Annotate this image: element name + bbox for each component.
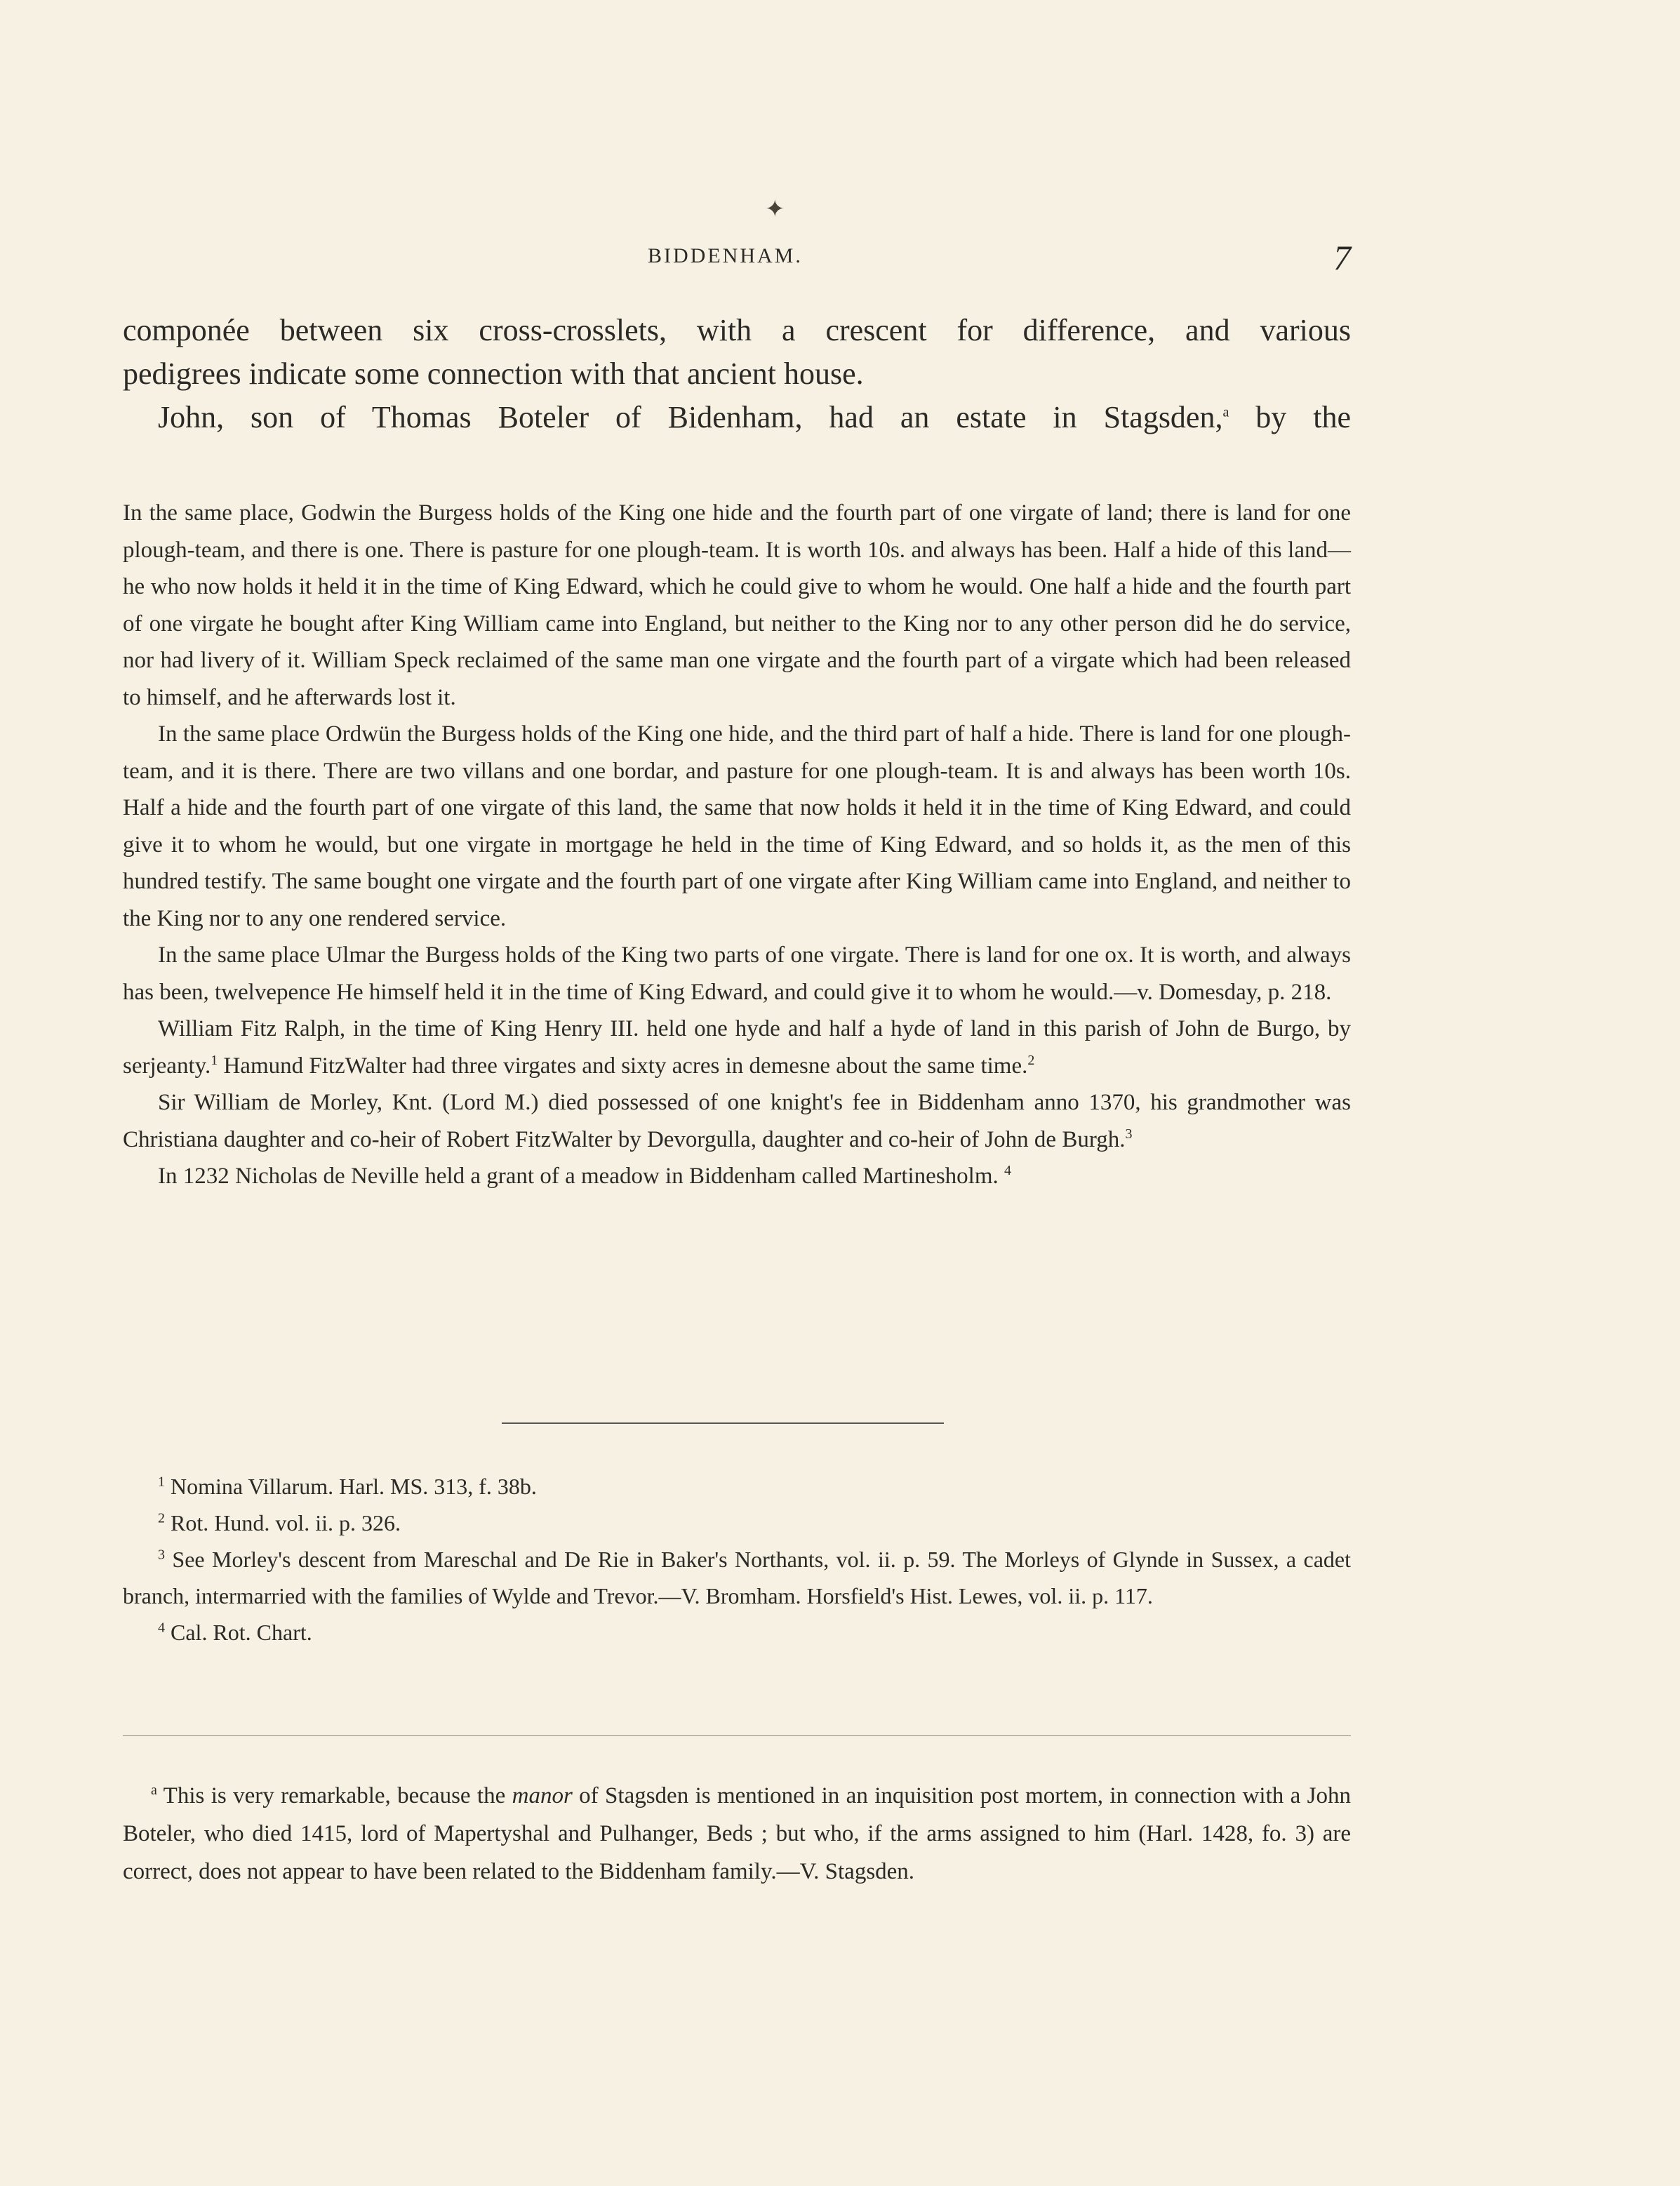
running-title: BIDDENHAM.: [648, 244, 803, 267]
main-line-3: [123, 396, 1351, 439]
paragraph-fitz-ralph-text-2: Hamund FitzWalter had three virgates and sixty acres in demesne about the same time.: [218, 1053, 1028, 1079]
footnote-ref-a: a: [1222, 404, 1229, 420]
paragraph-fitz-ralph: [123, 1011, 1351, 1084]
main-line-1: componée between six cross-crosslets, with a crescent for difference, and various: [123, 313, 1351, 347]
main-line-2: pedigrees indicate some connection with that ancient house.: [123, 356, 864, 391]
note-2: [123, 1505, 1351, 1541]
note-ref-1: 1: [211, 1052, 218, 1068]
footnote-a-italic: manor: [512, 1783, 573, 1808]
paragraph-de-neville: [123, 1158, 1351, 1195]
ornament-mark: ✦: [765, 196, 785, 222]
note-number: 1: [158, 1474, 165, 1490]
paragraph-fitz-ralph-text: William Fitz Ralph, in the time of King Henry III. held one hyde and half a hyde of land in this parish of John de Burgo, by serjeanty.: [123, 1016, 1351, 1079]
note-number: 3: [158, 1547, 165, 1563]
note-1: [123, 1468, 1351, 1505]
main-text: [123, 309, 1351, 439]
note-3: [123, 1541, 1351, 1614]
domesday-extract: [123, 495, 1351, 1195]
domesday-paragraph-ulmar: In the same place Ulmar the Burgess holds of the King two parts of one virgate. There is land for one ox. It is worth, and always has been, twelvepence He himself held it in the time of King Edward, and could give it to whom he would.—v. Domesday, p. 218.: [123, 942, 1351, 1005]
note-number: 2: [158, 1510, 165, 1526]
footnote-a: [123, 1777, 1351, 1891]
footnote-a-paragraph: [123, 1777, 1351, 1891]
note-text: Nomina Villarum. Harl. MS. 313, f. 38b.: [171, 1474, 537, 1499]
note-ref-4: 4: [1004, 1163, 1011, 1178]
note-text: Cal. Rot. Chart.: [171, 1620, 312, 1645]
main-line-3-end: by the: [1229, 400, 1351, 434]
footnote-a-text: This is very remarkable, because the: [163, 1783, 512, 1808]
domesday-paragraph-godwin: In the same place, Godwin the Burgess holds of the King one hide and the fourth part of one virgate of land; there is land for one plough-team, and there is one. There is pasture for one plough-team. It is worth 10s. and always has been. Half a hide of this land—he who now holds it held it in the time of King Edward, which he could give to whom he would. One half a hide and the fourth part of one virgate he bought after King William came into England, but neither to the King nor to any other person did he do service, nor had livery of it. William Speck reclaimed of the same man one virgate and the fourth part of a virgate which had been released to himself, and he afterwards lost it.: [123, 500, 1351, 710]
paragraph-de-neville-text: In 1232 Nicholas de Neville held a grant of a meadow in Biddenham called Martinesholm.: [158, 1164, 999, 1189]
note-number: 4: [158, 1620, 165, 1636]
running-header: [123, 238, 1351, 279]
footnote-divider: [123, 1735, 1351, 1736]
section-divider: [502, 1422, 944, 1424]
domesday-paragraph-ordwin: In the same place Ordwün the Burgess holds of the King one hide, and the third part of half a hide. There is land for one plough-team, and it is there. There are two villans and one bordar, and pasture for one plough-team. It is and always has been worth 10s. Half a hide and the fourth part of one virgate of this land, the same that now holds it held it in the time of King Edward, and could give it to whom he would, but one virgate in mortgage he held in the time of King Edward, and so holds it, as the men of this hundred testify. The same bought one virgate and the fourth part of one virgate after King William came into England, and neither to the King nor to any one rendered service.: [123, 721, 1351, 931]
footnote-a-text-2: of Stagsden is mentioned in an inquisition post mortem, in connection with a John Boteler, who died 1415, lord of Mapertyshal and Pulhanger, Beds ; but who, if the arms assigned to him (Harl. 1428, fo. 3) are correct, does not appear to have been related to the Biddenham family.—V. Stagsden.: [123, 1783, 1351, 1884]
note-text: See Morley's descent from Mareschal and De Rie in Baker's Northants, vol. ii. p. 59. The Morleys of Glynde in Sussex, a cadet branch, intermarried with the families of Wylde and Trevor.—V. Bromham. Horsfield's Hist. Lewes, vol. ii. p. 117.: [123, 1547, 1352, 1608]
note-text: Rot. Hund. vol. ii. p. 326.: [171, 1510, 401, 1535]
note-ref-2: 2: [1027, 1052, 1035, 1068]
paragraph-de-morley-text: Sir William de Morley, Knt. (Lord M.) died possessed of one knight's fee in Biddenham anno 1370, his grandmother was Christiana daughter and co-heir of Robert FitzWalter by Devorgulla, daughter and co-heir of John de Burgh.: [123, 1090, 1351, 1152]
numbered-notes: [123, 1468, 1351, 1651]
footnote-a-mark: a: [151, 1782, 157, 1798]
page-number: 7: [1333, 238, 1351, 277]
note-4: [123, 1614, 1351, 1651]
paragraph-de-morley: [123, 1084, 1351, 1158]
note-ref-3: 3: [1125, 1126, 1133, 1142]
main-line-3-text: John, son of Thomas Boteler of Bidenham, had an estate in Stagsden,: [158, 400, 1223, 434]
